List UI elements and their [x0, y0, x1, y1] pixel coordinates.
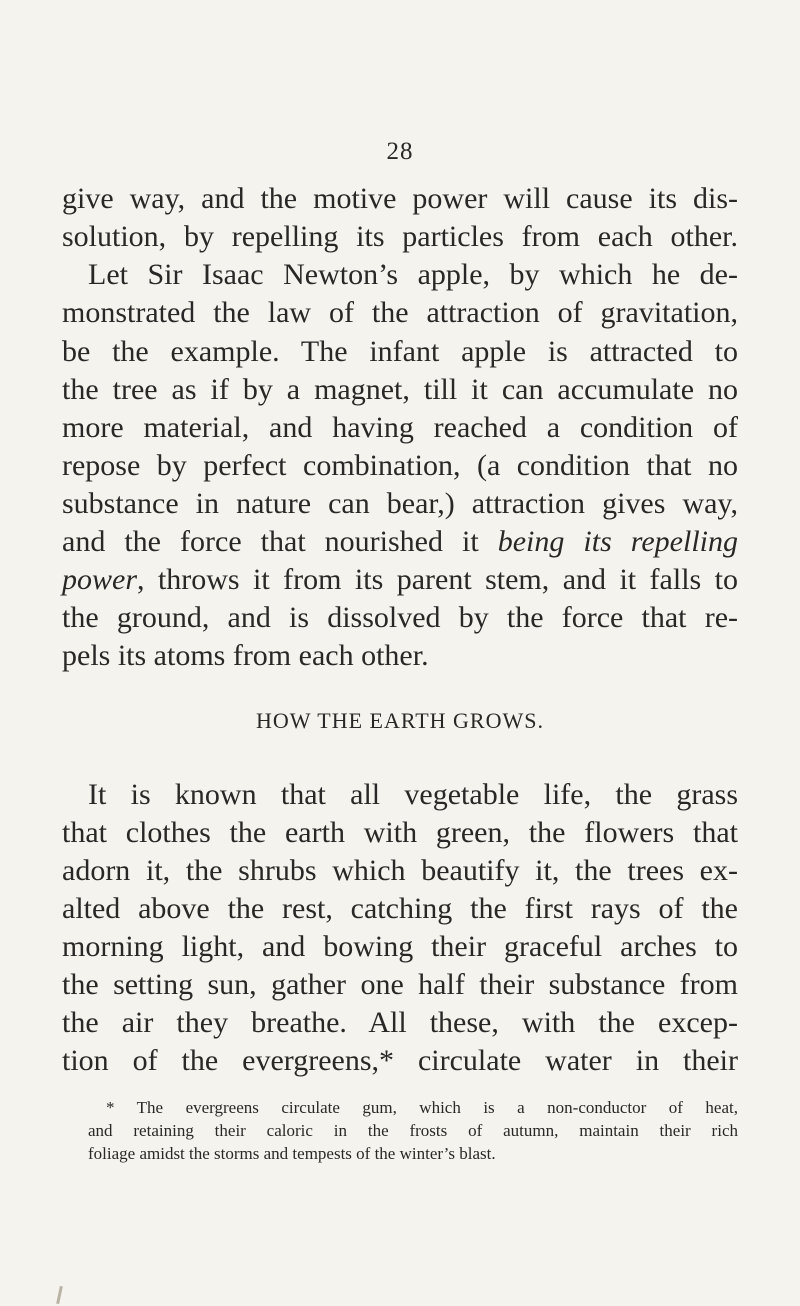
italic-text: power — [62, 563, 137, 596]
roman-text: , throws it from its parent stem, and it falls to — [137, 563, 738, 596]
text-line: substance in nature can bear,) attraction gives way, — [62, 487, 738, 520]
text-line: that clothes the earth with green, the flowers that — [62, 816, 738, 849]
text-line: monstrated the law of the attraction of gravitation, — [62, 296, 738, 329]
text-line: more material, and having reached a condition of — [62, 411, 738, 444]
roman-text: and the force that nourished it — [62, 525, 498, 558]
footnote-line: foliage amidst the storms and tempests of the winter’s blast. — [88, 1144, 496, 1163]
text-line: be the example. The infant apple is attracted to — [62, 335, 738, 368]
text-line: morning light, and bowing their graceful arches to — [62, 930, 738, 963]
footnote-line: * The evergreens circulate gum, which is a non-conductor of heat, — [106, 1098, 738, 1117]
text-line: the tree as if by a magnet, till it can accumulate no — [62, 373, 738, 406]
section-heading: HOW THE EARTH GROWS. — [256, 708, 544, 733]
text-line: the air they breathe. All these, with the excep- — [62, 1006, 738, 1039]
text-line: It is known that all vegetable life, the grass — [88, 778, 738, 811]
text-line: the ground, and is dissolved by the force that re- — [62, 601, 738, 634]
text-line-with-italic — [62, 524, 738, 560]
text-line: solution, by repelling its particles from each other. — [62, 220, 738, 253]
text-line: the setting sun, gather one half their substance from — [62, 968, 738, 1001]
text-line: tion of the evergreens,* circulate water in their — [62, 1044, 738, 1077]
page-number: 28 — [386, 138, 414, 165]
text-line: give way, and the motive power will cause its dis- — [62, 182, 738, 215]
text-line: Let Sir Isaac Newton’s apple, by which he de- — [88, 258, 738, 291]
text-line-with-italic — [62, 562, 738, 598]
scan-mark — [56, 1286, 63, 1304]
text-line: alted above the rest, catching the first rays of the — [62, 892, 738, 925]
text-line: repose by perfect combination, (a condition that no — [62, 449, 738, 482]
text-line: pels its atoms from each other. — [62, 639, 429, 672]
italic-text: being its repelling — [497, 525, 738, 558]
footnote-line: and retaining their caloric in the frosts of autumn, maintain their rich — [88, 1121, 738, 1140]
text-line: adorn it, the shrubs which beautify it, the trees ex- — [62, 854, 738, 887]
